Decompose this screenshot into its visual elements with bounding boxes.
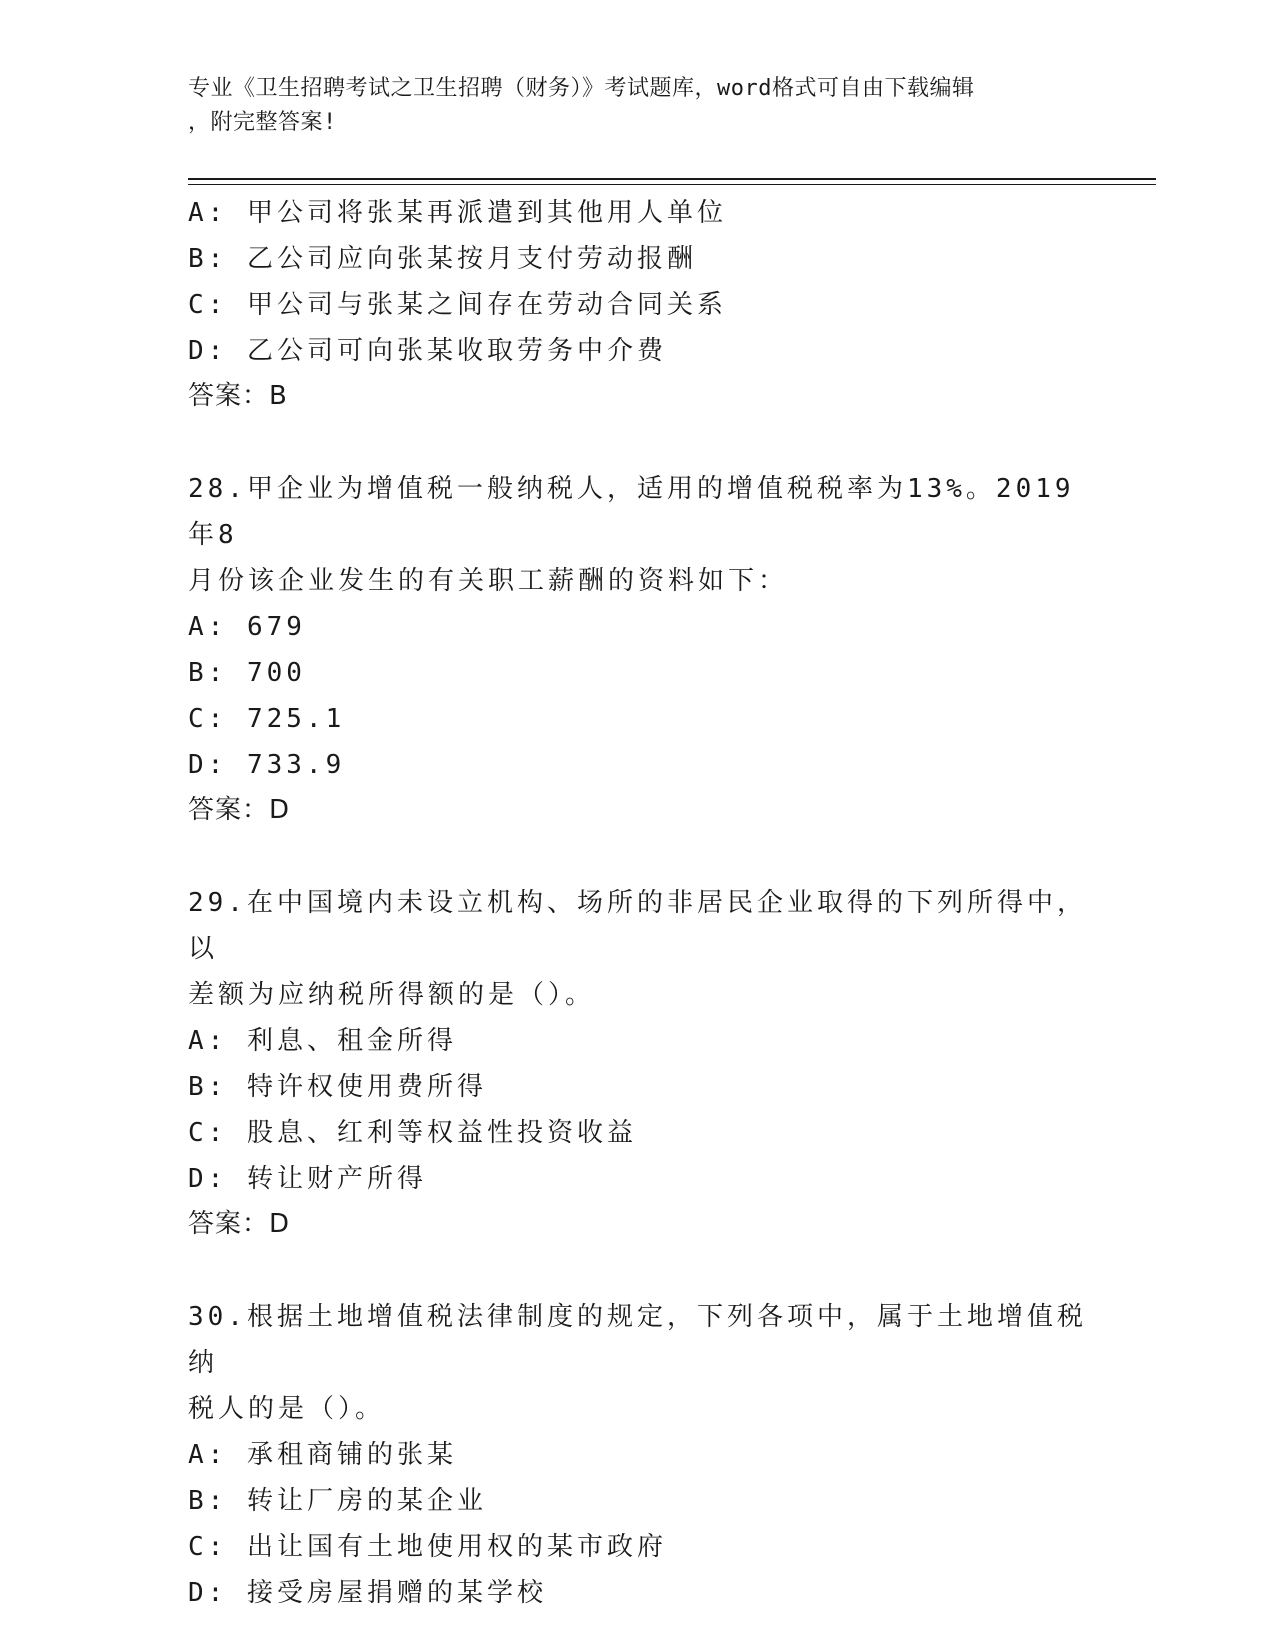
answer-label: 答案：B <box>188 381 288 411</box>
option-a: A: 甲公司将张某再派遣到其他用人单位 <box>188 198 727 228</box>
question-list <box>188 190 1088 1616</box>
option-c: C: 甲公司与张某之间存在劳动合同关系 <box>188 290 727 320</box>
question-29 <box>188 880 1088 1246</box>
answer-label: 答案：D <box>188 1209 291 1239</box>
option-c: C: 725.1 <box>188 704 346 734</box>
header-line-2: ，附完整答案! <box>188 110 337 135</box>
option-b: B: 特许权使用费所得 <box>188 1072 487 1102</box>
question-stem-line-1: 29.在中国境内未设立机构、场所的非居民企业取得的下列所得中，以 <box>188 888 1087 964</box>
option-d: D: 接受房屋捐赠的某学校 <box>188 1578 547 1608</box>
question-stem-line-2: 月份该企业发生的有关职工薪酬的资料如下： <box>188 566 789 596</box>
option-b: B: 乙公司应向张某按月支付劳动报酬 <box>188 244 697 274</box>
header-divider-thick <box>188 178 1156 180</box>
option-d: D: 转让财产所得 <box>188 1164 427 1194</box>
option-b: B: 转让厂房的某企业 <box>188 1486 487 1516</box>
header-divider-thin <box>188 184 1156 185</box>
option-b: B: 700 <box>188 658 306 688</box>
header-line-1: 专业《卫生招聘考试之卫生招聘（财务）》考试题库，word格式可自由下载编辑 <box>188 76 975 101</box>
option-a: A: 利息、租金所得 <box>188 1026 457 1056</box>
question-27 <box>188 190 1088 418</box>
option-d: D: 乙公司可向张某收取劳务中介费 <box>188 336 667 366</box>
question-28 <box>188 466 1088 832</box>
question-stem-line-1: 30.根据土地增值税法律制度的规定，下列各项中，属于土地增值税纳 <box>188 1302 1087 1378</box>
option-c: C: 股息、红利等权益性投资收益 <box>188 1118 637 1148</box>
option-d: D: 733.9 <box>188 750 346 780</box>
option-a: A: 承租商铺的张某 <box>188 1440 457 1470</box>
question-stem-line-2: 税人的是（）。 <box>188 1394 386 1424</box>
question-stem-line-1: 28.甲企业为增值税一般纳税人，适用的增值税税率为13%。2019年8 <box>188 474 1075 550</box>
option-c: C: 出让国有土地使用权的某市政府 <box>188 1532 667 1562</box>
option-a: A: 679 <box>188 612 306 642</box>
question-stem-line-2: 差额为应纳税所得额的是（）。 <box>188 980 596 1010</box>
document-header <box>188 72 1088 140</box>
question-30 <box>188 1294 1088 1616</box>
answer-label: 答案：D <box>188 795 291 825</box>
